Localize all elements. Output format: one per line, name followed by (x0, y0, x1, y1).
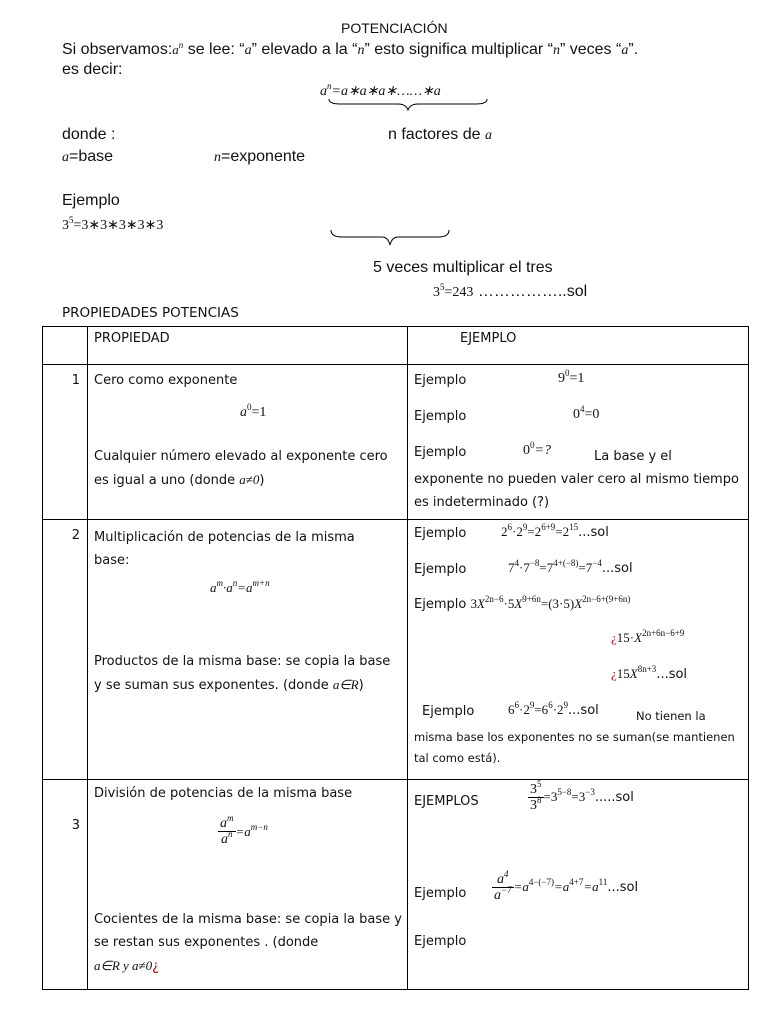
property-cell: Multiplicación de potencias de la misma base: $a^m\cdot a^n=a^{m+n}$ Productos de la misma base: se copia la base y se suman sus exponentes. (donde a∈R) (88, 520, 408, 780)
example-heading: Ejemplo (62, 192, 120, 209)
table-row (43, 520, 749, 780)
row-number: 2 (43, 520, 88, 780)
table-row (43, 365, 749, 520)
example-formula: $3^5=3∗3∗3∗3∗3$ (62, 215, 164, 233)
example-caption: 5 veces multiplicar el tres (373, 259, 553, 276)
intro-line-1: Si $observamos:a^n$ se lee: “a” elevado a la “n” esto significa multiplicar “n” veces “a”. (62, 40, 639, 58)
table-header-row (43, 327, 749, 365)
example-result: $3^5=243$ ……………..sol (433, 282, 588, 300)
property-cell: Cero como exponente $a^0=1$ Cualquier número elevado al exponente cero es igual a uno (donde a≠0) (88, 365, 408, 520)
underbrace-1 (328, 98, 488, 112)
exponent-definition: n=exponente (214, 148, 306, 165)
header-property-cell: PROPIEDAD (88, 327, 408, 365)
table-row (43, 780, 749, 990)
page-title: POTENCIACIÓN (341, 20, 448, 36)
row-number: 1 (43, 365, 88, 520)
properties-table (42, 326, 749, 990)
properties-title: PROPIEDADES POTENCIAS (62, 305, 239, 321)
definition-formula: $a^n=a∗a∗a∗\dots\dots∗a$ (320, 81, 441, 99)
header-example-cell: EJEMPLO (408, 327, 749, 365)
example-cell: Ejemplo $2^6\cdot 2^9=2^{6+9}=2^{15}...sol$ Ejemplo $7^4\cdot 7^{-8}=7^{4+(-8)}=7^{-4}...sol$ Ejemplo $3X^{2n-6}\cdot 5X^{9+6n}=(3\cdot 5)X^{2n-6+(9+6n)}$ ¿$15\cdot X^{2n+6n-6+9}$ ¿$15X^{8n+3}...sol$ Ejemplo $6^6\cdot 2^9=6^6\cdot 2^9...sol$ No tienen la misma base los exponentes no se suman(se mantienen tal como está). (408, 520, 749, 780)
base-definition: a=base (62, 148, 114, 165)
donde-label: donde : (62, 126, 116, 143)
factors-label: n factores de a (388, 126, 492, 143)
intro-line-2: es decir: (62, 61, 123, 78)
property-cell: División de potencias de la misma base $\frac{a^m}{a^n}$ $=a^{m-n}$ Cocientes de la misma base: se copia la base y se restan sus exponentes . (donde a∈R y a≠0¿ (88, 780, 408, 990)
row-number: 3 (43, 780, 88, 990)
underbrace-2 (330, 229, 450, 247)
example-cell: EJEMPLOS $\frac{3^5}{3^8}$ $=3^{5-8}=3^{-3}.....sol$ Ejemplo $\frac{a^4}{a^{-7}}$ $=a^{4-(-7)}=a^{4+7}=a^{11}...sol$ Ejemplo (408, 780, 749, 990)
example-cell: Ejemplo $9^0=1$ Ejemplo $0^4=0$ Ejemplo $0^0=$? La base y el exponente no pueden valer cero al mismo tiempo es indeterminado (?) (408, 365, 749, 520)
header-number-cell (43, 327, 88, 365)
